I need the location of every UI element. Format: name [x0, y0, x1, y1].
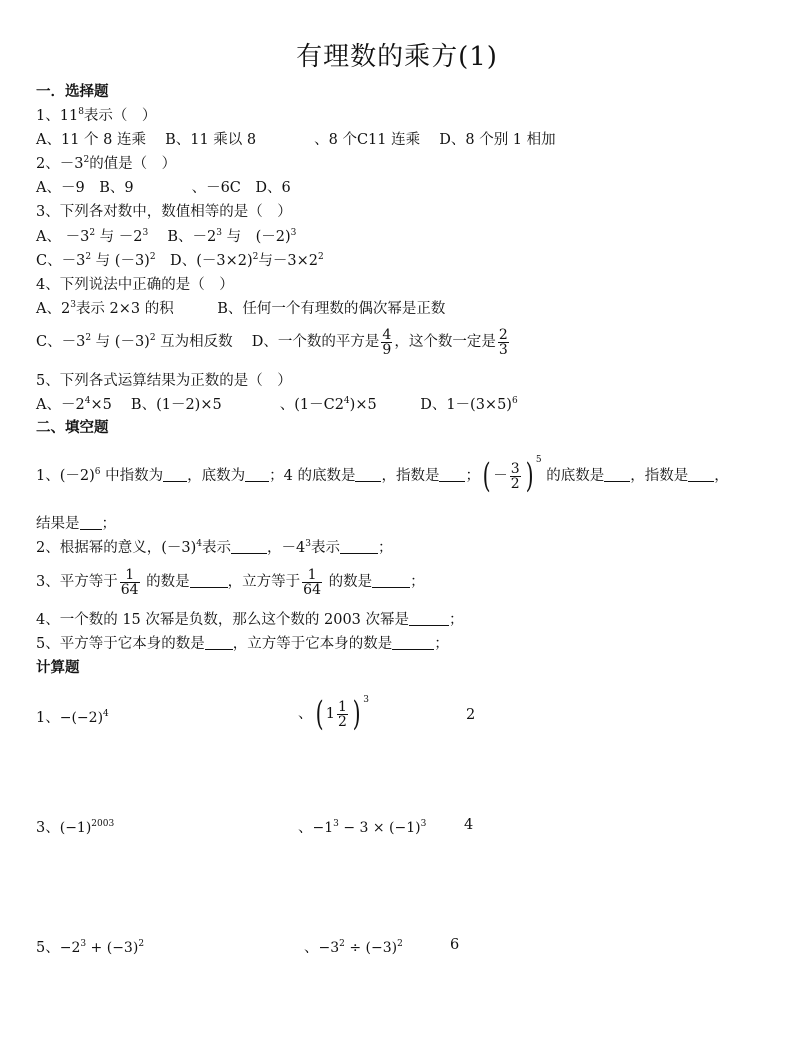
- calc-problem-2-number: 2: [466, 707, 476, 723]
- calc-problem-6-number: 6: [450, 937, 460, 953]
- choice-q3-stem: 3、下列各对数中，数值相等的是（ ）: [36, 204, 292, 220]
- answer-blank[interactable]: [80, 516, 102, 530]
- calc-problem-4: 、$-1^3 - 3 \times (-1)^3$: [298, 819, 427, 836]
- fill-q5: 5、平方等于它本身的数是 ，立方等于它本身的数是 ；: [36, 636, 449, 652]
- left-paren: (: [315, 694, 324, 734]
- calc-problem-5: 5、$-2^3 + (-3)^2$: [36, 939, 145, 956]
- choice-q1-options: A、11 个 8 连乘 B、11 乘以 8 、8 个C11 连乘 D、8 个别 1 相加: [36, 132, 556, 148]
- right-paren: ): [352, 694, 361, 734]
- answer-blank[interactable]: [205, 636, 233, 650]
- right-paren: ): [525, 456, 534, 496]
- answer-blank[interactable]: [231, 540, 267, 554]
- calc-problem-2: 、( 1 $\frac{1}{2}$ ) $^3$: [298, 694, 369, 734]
- answer-blank[interactable]: [439, 468, 465, 482]
- answer-blank[interactable]: [245, 468, 269, 482]
- choice-q3-options-cd: C、$-3^2$ 与 $(-3)^2$ D、$(-3\times 2)^2$与$-3\times 2^2$: [36, 252, 324, 269]
- calc-problem-6: 、$-3^2 \div (-3)^2$: [304, 939, 403, 956]
- choice-q5-options: A、$-2^4\times 5$ B、(1－2)×5 、$(1-C2^4)\times 5$ D、$1-(3\times 5)^6$: [36, 396, 518, 413]
- choice-q4-options-cd: C、$-3^2$ 与 $(-3)^2$ 互为相反数 D、一个数的平方是 $\frac{4}{9}$ ，这个数一定是 $\frac{2}{3}$: [36, 326, 508, 358]
- fraction-four-ninths: $\frac{4}{9}$: [382, 326, 392, 358]
- section-heading-calc: 计算题: [36, 660, 80, 676]
- answer-blank[interactable]: [409, 612, 449, 626]
- page-title: 有理数的乘方(1): [296, 42, 498, 72]
- answer-blank[interactable]: [355, 468, 381, 482]
- fill-q1-line2: 结果是 ；: [36, 516, 116, 532]
- calc-problem-1: 1、$-(-2)^4$: [36, 709, 109, 726]
- calc-problem-4-number: 4: [464, 817, 474, 833]
- left-paren: (: [482, 456, 491, 496]
- answer-blank[interactable]: [688, 468, 714, 482]
- fraction-one-sixty-fourth: $\frac{1}{64}$: [120, 566, 139, 598]
- fraction-two-thirds: $\frac{2}{3}$: [498, 326, 508, 358]
- fraction-one-half: $\frac{1}{2}$: [338, 698, 347, 730]
- choice-q2-stem: 2、$-3^2$的值是（ ）: [36, 155, 177, 172]
- choice-q5-stem: 5、下列各式运算结果为正数的是（ ）: [36, 373, 292, 389]
- choice-q4-stem: 4、下列说法中正确的是（ ）: [36, 277, 234, 293]
- choice-q4-options-ab: A、$2^3$表示 2×3 的积 B、任何一个有理数的偶次幂是正数: [36, 300, 446, 317]
- fraction-three-halves: $\frac{3}{2}$: [510, 460, 520, 492]
- section-heading-choice: 一．选择题: [36, 84, 109, 100]
- answer-blank[interactable]: [340, 540, 378, 554]
- choice-q2-options: A、－9 B、9 、－6C D、6: [36, 180, 291, 196]
- fill-q3: 3、平方等于 $\frac{1}{64}$ 的数是 ，立方等于 $\frac{1}{64}$ 的数是 ；: [36, 566, 425, 598]
- choice-q1-stem: 1、$11^8$表示（ ）: [36, 107, 157, 124]
- answer-blank[interactable]: [392, 636, 434, 650]
- fill-q1-line1: 1、$(-2)^6$ 中指数为 ，底数为 ；4 的底数是 ，指数是 ；( － $\frac{3}{2}$ ) $^5$ 的底数是 ，指数是 ，: [36, 455, 729, 496]
- fraction-one-sixty-fourth: $\frac{1}{64}$: [303, 566, 321, 598]
- fill-q2: 2、根据幂的意义，$(-3)^4$表示 ，$-4^3$表示 ；: [36, 539, 393, 556]
- fill-q4: 4、一个数的 15 次幂是负数，那么这个数的 2003 次幂是 ；: [36, 612, 464, 628]
- choice-q3-options-ab: A、 $-3^2$ 与 $-2^3$ B、$-2^3$ 与 $(-2)^3$: [36, 228, 297, 245]
- answer-blank[interactable]: [604, 468, 630, 482]
- section-heading-fill: 二、填空题: [36, 420, 109, 436]
- answer-blank[interactable]: [372, 574, 410, 588]
- answer-blank[interactable]: [163, 468, 187, 482]
- calc-problem-3: 3、$(-1)^{2003}$: [36, 819, 115, 836]
- answer-blank[interactable]: [190, 574, 228, 588]
